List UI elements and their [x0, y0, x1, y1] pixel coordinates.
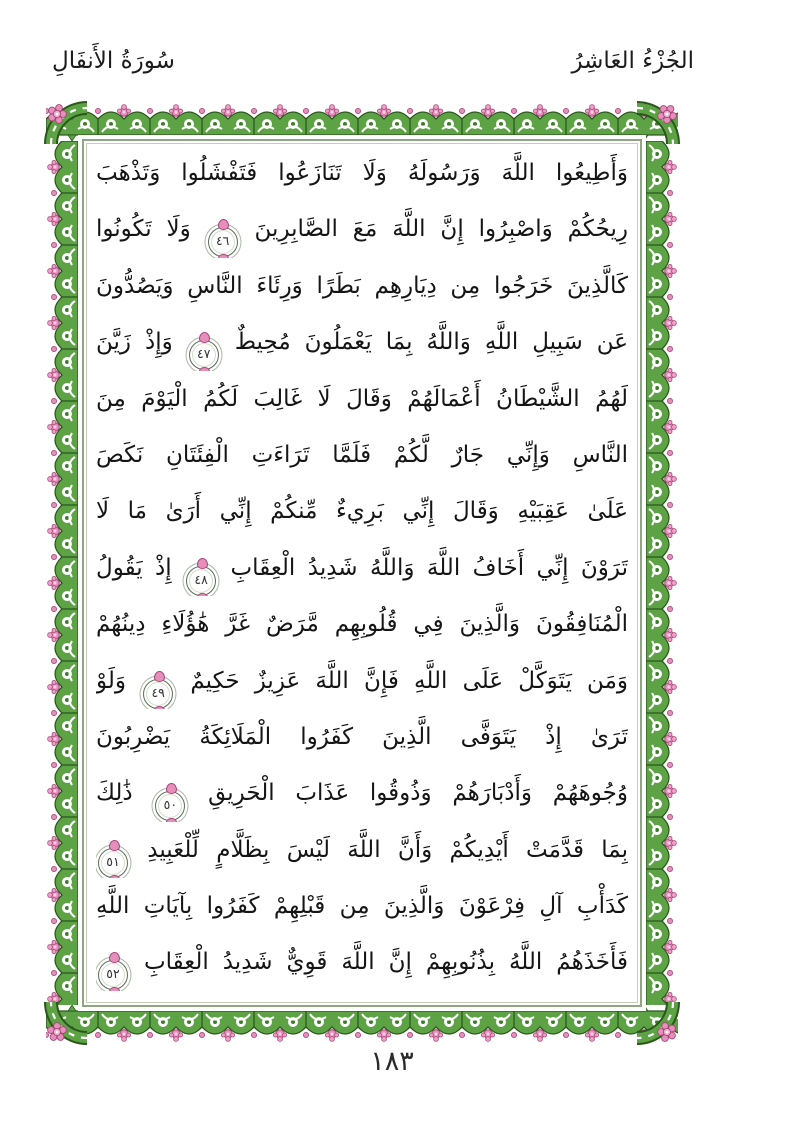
quran-line: كَالَّذِينَ خَرَجُوا مِن دِيَارِهِم بَطَرًا وَرِئَاءَ النَّاسِ وَيَصُدُّونَ [96, 272, 628, 299]
quran-line: فَأَخَذَهُمُ اللَّهُ بِذُنُوبِهِمْ إِنَّ اللَّهَ قَوِيٌّ شَدِيدُ الْعِقَابِ ٥٢ [96, 934, 628, 990]
corner-flower-icon [43, 100, 87, 144]
border-band-top-icon [46, 103, 678, 141]
ayah-end-marker-icon: ٤٩ [143, 679, 173, 709]
quran-line: تَرَوْنَ إِنِّي أَخَافُ اللَّهَ وَاللَّهُ شَدِيدُ الْعِقَابِ ٤٨ إِذْ يَقُولُ [96, 540, 628, 596]
corner-flower-icon [637, 1002, 681, 1046]
quran-text [96, 145, 628, 1001]
juz-header: الجُزْءُ العَاشِرُ [571, 48, 694, 74]
page-number: ١٨٣ [370, 1046, 414, 1077]
quran-line: عَلَىٰ عَقِبَيْهِ وَقَالَ إِنِّي بَرِيءٌ مِّنكُمْ إِنِّي أَرَىٰ مَا لَا [96, 498, 628, 525]
ayah-end-marker-icon: ٤٦ [208, 227, 238, 257]
quran-line: وَأَطِيعُوا اللَّهَ وَرَسُولَهُ وَلَا تَنَازَعُوا فَتَفْشَلُوا وَتَذْهَبَ [96, 160, 628, 186]
border-band-bottom-icon [46, 1005, 678, 1043]
border-band-left-icon [46, 141, 84, 1005]
text-panel [82, 139, 642, 1007]
ayah-end-marker-icon: ٥٠ [155, 791, 185, 821]
ayah-end-marker-icon: ٥٢ [98, 960, 128, 990]
quran-line: بِمَا قَدَّمَتْ أَيْدِيكُمْ وَأَنَّ اللَّهَ لَيْسَ بِظَلَّامٍ لِّلْعَبِيدِ ٥١ [96, 822, 628, 878]
border-band-right-icon [640, 141, 678, 1005]
quran-line: الْمُنَافِقُونَ وَالَّذِينَ فِي قُلُوبِهِم مَّرَضٌ غَرَّ هَٰؤُلَاءِ دِينُهُمْ [96, 611, 628, 638]
quran-line: لَهُمُ الشَّيْطَانُ أَعْمَالَهُمْ وَقَالَ لَا غَالِبَ لَكُمُ الْيَوْمَ مِنَ [96, 385, 628, 412]
quran-line: النَّاسِ وَإِنِّي جَارٌ لَّكُمْ فَلَمَّا تَرَاءَتِ الْفِئَتَانِ نَكَصَ [96, 441, 628, 468]
corner-flower-icon [43, 1002, 87, 1046]
ayah-end-marker-icon: ٤٨ [186, 566, 216, 596]
ornamental-frame [46, 103, 678, 1043]
quran-line: عَن سَبِيلِ اللَّهِ وَاللَّهُ بِمَا يَعْمَلُونَ مُحِيطٌ ٤٧ وَإِذْ زَيَّنَ [96, 314, 628, 370]
quran-line: تَرَىٰ إِذْ يَتَوَفَّى الَّذِينَ كَفَرُوا الْمَلَائِكَةُ يَضْرِبُونَ [96, 723, 628, 750]
corner-flower-icon [637, 100, 681, 144]
quran-line: رِيحُكُمْ وَاصْبِرُوا إِنَّ اللَّهَ مَعَ الصَّابِرِينَ ٤٦ وَلَا تَكُونُوا [96, 201, 628, 257]
ayah-end-marker-icon: ٤٧ [189, 340, 219, 370]
quran-line: وُجُوهَهُمْ وَأَدْبَارَهُمْ وَذُوقُوا عَذَابَ الْحَرِيقِ ٥٠ ذَٰلِكَ [96, 765, 628, 821]
surah-header: سُورَةُ الأَنفَالِ [52, 48, 175, 74]
quran-line: وَمَن يَتَوَكَّلْ عَلَى اللَّهِ فَإِنَّ اللَّهَ عَزِيزٌ حَكِيمٌ ٤٩ وَلَوْ [96, 653, 628, 709]
ayah-end-marker-icon: ٥١ [98, 848, 128, 878]
quran-line: كَدَأْبِ آلِ فِرْعَوْنَ وَالَّذِينَ مِن قَبْلِهِمْ كَفَرُوا بِآيَاتِ اللَّهِ [96, 893, 628, 920]
